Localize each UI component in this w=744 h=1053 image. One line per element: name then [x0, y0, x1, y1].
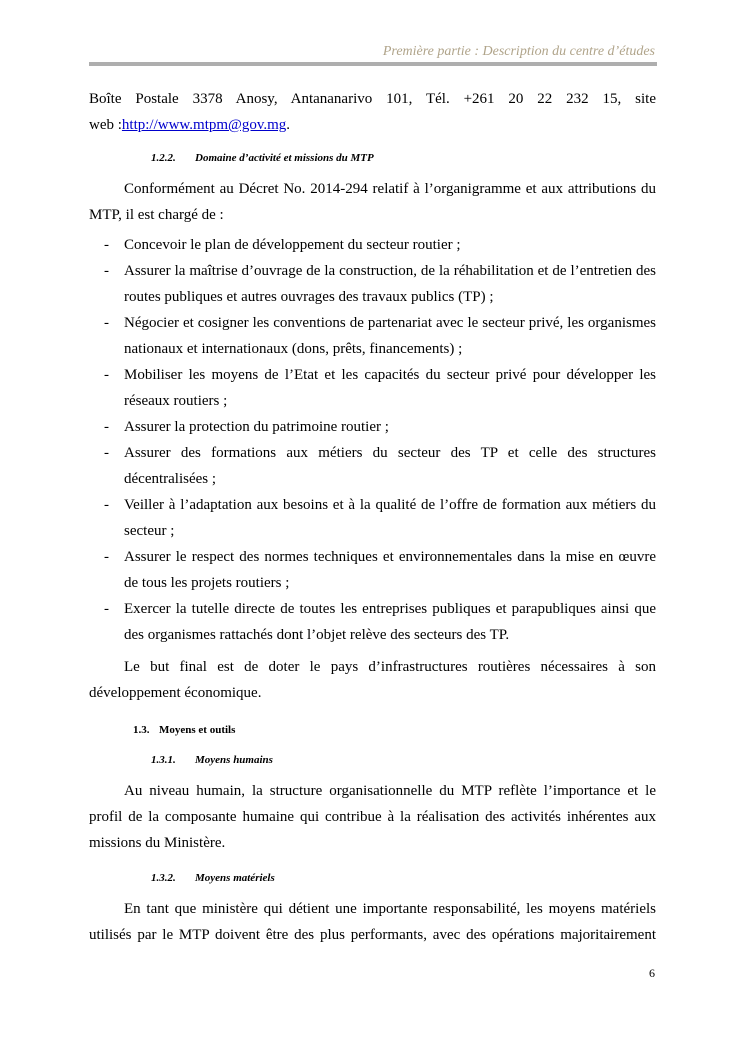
section-title: Domaine d’activité et missions du MTP: [195, 152, 374, 164]
bullet-dash: -: [104, 601, 109, 617]
section-heading-1-3-2: [151, 870, 656, 886]
address-suffix: .: [286, 117, 291, 133]
bullet-dash: -: [104, 549, 109, 565]
bullet-dash: -: [104, 367, 109, 383]
page-header: Première partie : Description du centre d’études: [382, 44, 655, 59]
conclusion-paragraph: Le but final est de doter le pays d’infrastructures routières nécessaires à son développement économique.: [89, 659, 656, 701]
section-number: 1.2.2.: [151, 152, 176, 164]
bullet-dash: -: [104, 445, 109, 461]
list-item: - Assurer des formations aux métiers du secteur des TP et celle des structures décentralisées ;: [89, 440, 656, 492]
humains-paragraph: Au niveau humain, la structure organisationnelle du MTP reflète l’importance et le profil de la composante humaine qui contribue à la réalisation des activités inhérentes aux missions du Ministère.: [89, 783, 656, 851]
missions-list: [89, 232, 656, 648]
intro-paragraph: Conformément au Décret No. 2014-294 relatif à l’organigramme et aux attributions du MTP, il est chargé de :: [89, 181, 656, 223]
list-item: - Négocier et cosigner les conventions de partenariat avec le secteur privé, les organismes nationaux et internationaux (dons, prêts, financements) ;: [89, 310, 656, 362]
section-number: 1.3.2.: [151, 872, 176, 884]
list-item: - Concevoir le plan de développement du secteur routier ;: [89, 232, 656, 258]
list-item: - Assurer le respect des normes techniques et environnementales dans la mise en œuvre de tous les projets routiers ;: [89, 544, 656, 596]
section-title: Moyens et outils: [159, 724, 236, 736]
website-link[interactable]: http://www.mtpm@gov.mg: [121, 117, 287, 133]
section-heading-1-2-2: [151, 150, 656, 166]
section-title: Moyens humains: [195, 754, 273, 766]
section-title: Moyens matériels: [195, 872, 275, 884]
address-line: Boîte Postale 3378 Anosy, Antananarivo 101, Tél. +261 20 22 232 15, site: [89, 91, 656, 107]
section-heading-1-3-1: [151, 752, 656, 768]
section-number: 1.3.1.: [151, 754, 176, 766]
section-heading-1-3: [133, 722, 656, 738]
bullet-dash: -: [104, 237, 109, 253]
section-number: 1.3.: [133, 724, 150, 736]
bullet-dash: -: [104, 497, 109, 513]
list-item: - Exercer la tutelle directe de toutes les entreprises publiques et parapubliques ainsi que des organismes rattachés dont l’objet relève des secteurs des TP.: [89, 596, 656, 648]
address-web: [89, 112, 656, 138]
page-number: 6: [649, 966, 655, 980]
header-rule: [89, 62, 657, 66]
bullet-dash: -: [104, 419, 109, 435]
materiels-paragraph: En tant que ministère qui détient une importante responsabilité, les moyens matériels utilisés par le MTP doivent être des plus performants, avec des opérations majoritairement: [89, 901, 656, 943]
list-item: - Assurer la maîtrise d’ouvrage de la construction, de la réhabilitation et de l’entretien des routes publiques et autres ouvrages des travaux publics (TP) ;: [89, 258, 656, 310]
list-item: - Veiller à l’adaptation aux besoins et à la qualité de l’offre de formation aux métiers du secteur ;: [89, 492, 656, 544]
list-item: - Mobiliser les moyens de l’Etat et les capacités du secteur privé pour développer les réseaux routiers ;: [89, 362, 656, 414]
web-prefix: web :: [89, 117, 122, 133]
bullet-dash: -: [104, 315, 109, 331]
list-item: - Assurer la protection du patrimoine routier ;: [89, 414, 656, 440]
page-content: [89, 86, 656, 948]
bullet-dash: -: [104, 263, 109, 279]
